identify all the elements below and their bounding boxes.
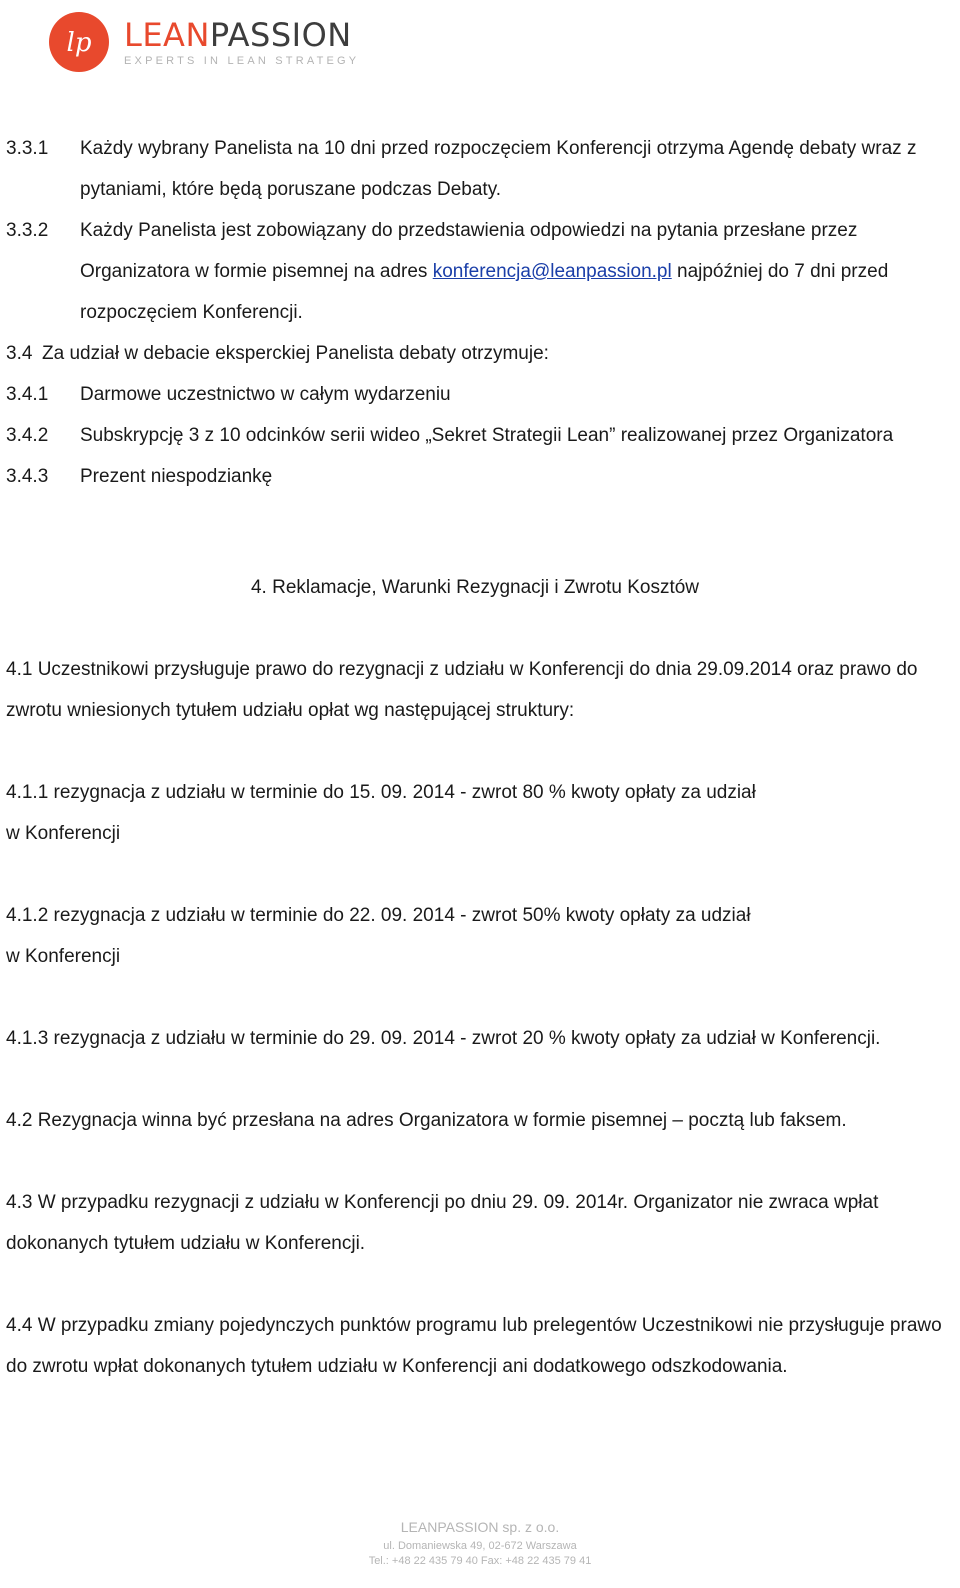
item-3-4-1 <box>0 374 960 415</box>
item-number: 3.3.1 <box>6 138 49 159</box>
spacer <box>0 497 960 567</box>
footer-phone-fax: Tel.: +48 22 435 79 40 Fax: +48 22 435 79 41 <box>368 1555 592 1567</box>
email-link[interactable]: konferencja@leanpassion.pl <box>432 261 672 282</box>
item-text: Subskrypcję 3 z 10 odcinków serii wideo „Sekret Strategii Lean” realizowanej przez Organizatora <box>80 425 894 446</box>
item-text-after: najpóźniej do 7 dni przed rozpoczęciem Konferencji. <box>80 261 889 323</box>
paragraph-4-1-1: 4.1.1 rezygnacja z udziału w terminie do 15. 09. 2014 - zwrot 80 % kwoty opłaty za udział <box>6 782 756 803</box>
company-logo <box>48 10 359 74</box>
spacer <box>0 731 960 772</box>
section-4-heading: 4. Reklamacje, Warunki Rezygnacji i Zwrotu Kosztów <box>250 577 700 598</box>
item-text: Każdy wybrany Panelista na 10 dni przed rozpoczęciem Konferencji otrzyma Agendę debaty wraz z pytaniami, które będą poruszane podczas Debaty. <box>80 138 917 200</box>
logo-letters: lp <box>66 28 92 58</box>
item-number: 3.4.1 <box>6 384 49 405</box>
brand-name <box>124 17 359 53</box>
spacer <box>0 1059 960 1100</box>
item-3-4-3 <box>0 456 960 497</box>
item-text-before: Każdy Panelista jest zobowiązany do przedstawienia odpowiedzi na pytania przesłane przez Organizatora w formie pisemnej na adres <box>80 220 858 282</box>
footer-company: LEANPASSION sp. z o.o. <box>400 1519 560 1535</box>
item-number: 3.4 <box>6 343 33 364</box>
item-number: 3.4.2 <box>6 425 49 446</box>
paragraph-4-2: 4.2 Rezygnacja winna być przesłana na adres Organizatora w formie pisemnej – pocztą lub faksem. <box>6 1110 847 1131</box>
paragraph-4-4: 4.4 W przypadku zmiany pojedynczych punktów programu lub prelegentów Uczestnikowi nie przysługuje prawo do zwrotu wpłat dokonanych tytułem udziału w Konferencji ani dodatkowego odszkodowania. <box>6 1315 942 1377</box>
logo-text <box>124 17 359 67</box>
item-text: Prezent niespodziankę <box>80 466 273 487</box>
item-number: 3.4.3 <box>6 466 49 487</box>
item-text: Darmowe uczestnictwo w całym wydarzeniu <box>80 384 451 405</box>
item-3-4 <box>0 333 960 374</box>
brand-name-passion: PASSION <box>209 16 352 54</box>
spacer <box>0 854 960 895</box>
item-text: Za udział w debacie eksperckiej Panelista debaty otrzymuje: <box>42 343 549 364</box>
footer-address: ul. Domaniewska 49, 02-672 Warszawa <box>383 1540 577 1552</box>
paragraph-4-1: 4.1 Uczestnikowi przysługuje prawo do rezygnacji z udziału w Konferencji do dnia 29.09.2014 oraz prawo do zwrotu wniesionych tytułem udziału opłat wg następującej struktury: <box>6 659 918 721</box>
paragraph-4-1-2: 4.1.2 rezygnacja z udziału w terminie do 22. 09. 2014 - zwrot 50% kwoty opłaty za udział <box>6 905 751 926</box>
item-number: 3.3.2 <box>6 220 49 241</box>
item-3-3-1 <box>0 128 960 210</box>
spacer <box>0 977 960 1018</box>
paragraph-4-3: 4.3 W przypadku rezygnacji z udziału w Konferencji po dniu 29. 09. 2014r. Organizator nie zwraca wpłat dokonanych tytułem udziału w Konferencji. <box>6 1192 879 1254</box>
spacer <box>0 1141 960 1182</box>
spacer <box>0 1264 960 1305</box>
item-3-4-2 <box>0 415 960 456</box>
document-body <box>0 128 960 1387</box>
spacer <box>0 608 960 649</box>
paragraph-4-1-2-cont: w Konferencji <box>6 946 121 967</box>
leanpassion-logo-mark-icon <box>48 11 110 73</box>
brand-tagline: EXPERTS IN LEAN STRATEGY <box>124 55 360 67</box>
item-3-3-2 <box>0 210 960 333</box>
paragraph-4-1-1-cont: w Konferencji <box>6 823 121 844</box>
paragraph-4-1-3: 4.1.3 rezygnacja z udziału w terminie do 29. 09. 2014 - zwrot 20 % kwoty opłaty za udział w Konferencji. <box>6 1028 881 1049</box>
brand-name-lean: LEAN <box>124 16 210 54</box>
